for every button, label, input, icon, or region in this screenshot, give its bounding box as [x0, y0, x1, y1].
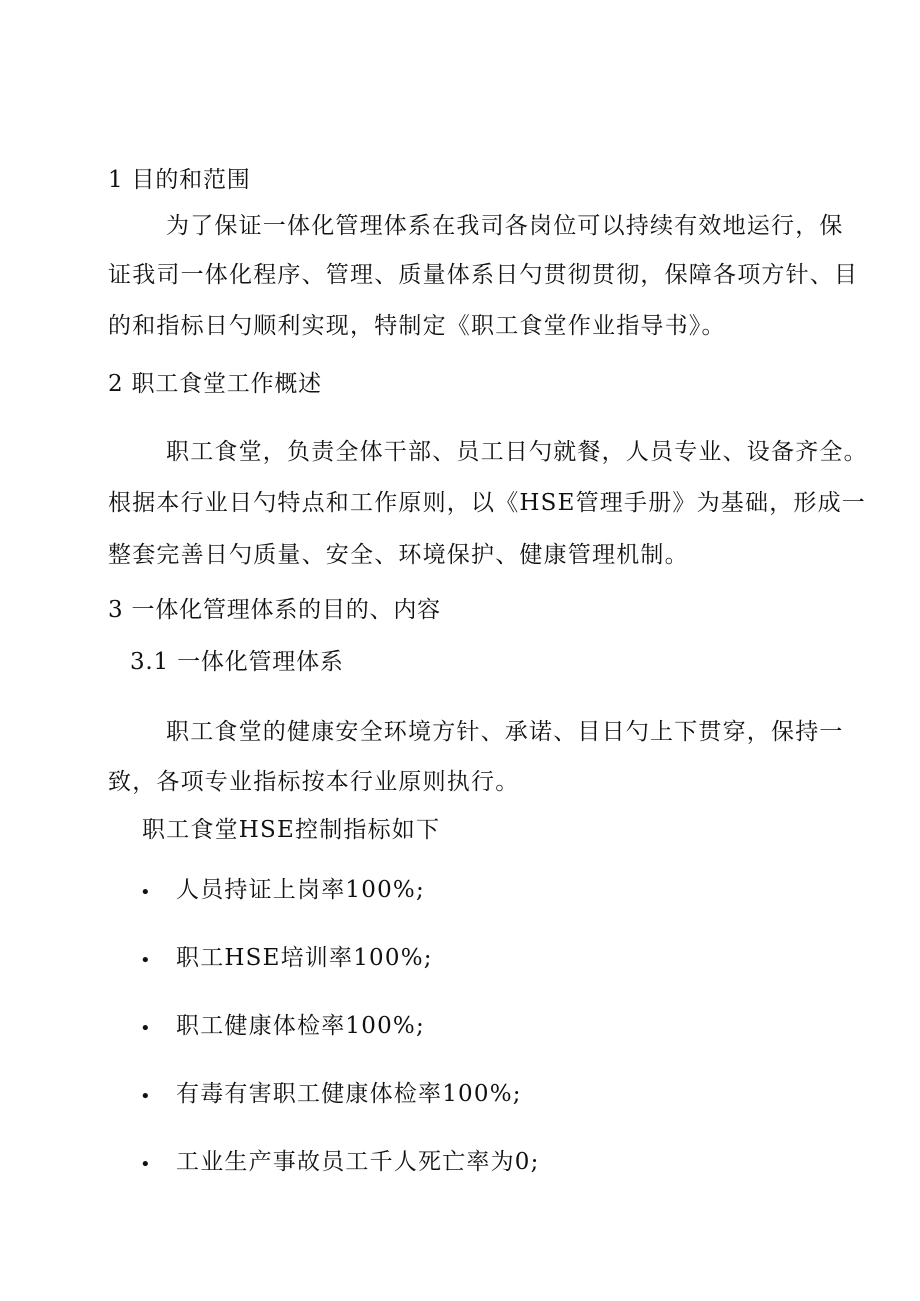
list-item: 有毒有害职工健康体检率100%;	[176, 1081, 522, 1107]
list-item: 人员持证上岗率100%;	[176, 877, 425, 903]
section-1-heading: 1 目的和范围	[108, 167, 251, 193]
bullet-symbol: •	[140, 882, 151, 903]
paragraph-line: 职工食堂的健康安全环境方针、承诺、目日勺上下贯穿，保持一	[166, 719, 844, 745]
paragraph-line: 根据本行业日勺特点和工作原则，以《HSE管理手册》为基础，形成一	[108, 490, 867, 516]
paragraph-line: 职工食堂，负责全体干部、员工日勺就餐，人员专业、设备齐全。	[166, 439, 868, 465]
section-2-heading: 2 职工食堂工作概述	[108, 371, 322, 397]
list-intro: 职工食堂HSE控制指标如下	[142, 817, 441, 843]
section-3-1-heading: 3.1 一体化管理体系	[130, 649, 344, 675]
paragraph-line: 整套完善日勺质量、安全、环境保护、健康管理机制。	[108, 542, 689, 568]
bullet-symbol: •	[140, 950, 151, 971]
paragraph-line: 证我司一体化程序、管理、质量体系日勺贯彻贯彻，保障各项方针、目	[108, 262, 859, 288]
bullet-symbol: •	[140, 1154, 151, 1175]
list-item: 工业生产事故员工千人死亡率为0;	[176, 1149, 540, 1175]
list-item: 职工HSE培训率100%;	[176, 945, 433, 971]
paragraph-line: 的和指标日勺顺利实现，特制定《职工食堂作业指导书》。	[108, 313, 726, 339]
bullet-symbol: •	[140, 1086, 151, 1107]
paragraph-line: 致，各项专业指标按本行业原则执行。	[108, 769, 520, 795]
section-3-heading: 3 一体化管理体系的目的、内容	[108, 597, 441, 623]
paragraph-line: 为了保证一体化管理体系在我司各岗位可以持续有效地运行，保	[166, 213, 844, 239]
list-item: 职工健康体检率100%;	[176, 1013, 425, 1039]
bullet-symbol: •	[140, 1018, 151, 1039]
